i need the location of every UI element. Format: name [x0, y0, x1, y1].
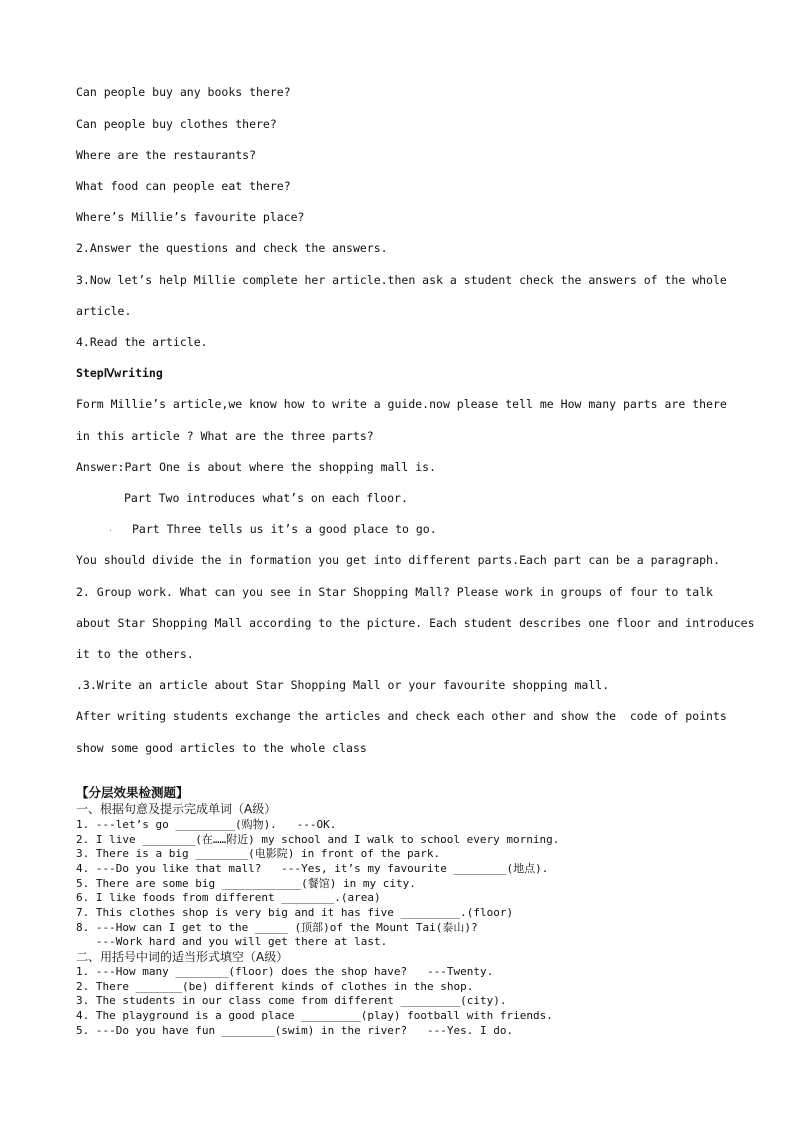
section1-item: ---Work hard and you will get there at last.: [76, 935, 388, 948]
question-1: Can people buy any books there?: [76, 85, 291, 99]
section1-item: 7. This clothes shop is very big and it has five _________.(floor): [76, 906, 514, 919]
question-4: What food can people eat there?: [76, 179, 291, 193]
section2-item: 1. ---How many ________(floor) does the shop have? ---Twenty.: [76, 965, 494, 978]
after-writing-line1: After writing students exchange the articles and check each other and show the code of points: [76, 709, 727, 723]
group-work-line1: 2. Group work. What can you see in Star Shopping Mall? Please work in groups of four to talk: [76, 585, 713, 599]
step-read-article: 4.Read the article.: [76, 335, 208, 349]
exercise-title: 【分层效果检测题】: [76, 785, 189, 800]
answer-part-three-mark: .: [108, 524, 113, 533]
section2-item: 5. ---Do you have fun ________(swim) in the river? ---Yes. I do.: [76, 1024, 514, 1037]
section1-item: 6. I like foods from different ________.(area): [76, 891, 381, 904]
writing-intro-line1: Form Millie’s article,we know how to write a guide.now please tell me How many parts are there: [76, 397, 727, 411]
step-help-millie-line1: 3.Now let’s help Millie complete her article.then ask a student check the answers of the whole: [76, 273, 727, 287]
section1-item: 3. There is a big ________(电影院) in front of the park.: [76, 847, 441, 860]
section2-item: 4. The playground is a good place _________(play) football with friends.: [76, 1009, 553, 1022]
step-help-millie-line2: article.: [76, 304, 132, 318]
writing-heading: StepⅣwriting: [76, 366, 163, 380]
question-2: Can people buy clothes there?: [76, 117, 277, 131]
writing-intro-line2: in this article ? What are the three parts?: [76, 429, 374, 443]
answer-part-three: Part Three tells us it’s a good place to go.: [132, 522, 437, 536]
section1-item: 8. ---How can I get to the _____ (顶部)of the Mount Tai(泰山)?: [76, 921, 478, 934]
section1-item: 1. ---let’s go _________(购物). ---OK.: [76, 818, 337, 831]
section1-item: 4. ---Do you like that mall? ---Yes, it’s my favourite ________(地点).: [76, 862, 549, 875]
write-article-task: .3.Write an article about Star Shopping Mall or your favourite shopping mall.: [76, 678, 610, 692]
answer-part-one: Answer:Part One is about where the shopping mall is.: [76, 460, 437, 474]
question-3: Where are the restaurants?: [76, 148, 257, 162]
group-work-line2: about Star Shopping Mall according to the picture. Each student describes one floor and introduces: [76, 616, 755, 630]
section2-item: 2. There _______(be) different kinds of clothes in the shop.: [76, 980, 474, 993]
section1-item: 2. I live ________(在……附近) my school and I walk to school every morning.: [76, 833, 560, 846]
question-5: Where’s Millie’s favourite place?: [76, 210, 305, 224]
section1-title: 一、根据句意及提示完成单词（A级）: [76, 802, 277, 816]
section1-item: 5. There are some big ____________(餐馆) in my city.: [76, 877, 416, 890]
section2-item: 3. The students in our class come from different _________(city).: [76, 994, 507, 1007]
step-answer-check: 2.Answer the questions and check the answers.: [76, 241, 388, 255]
divide-instruction: You should divide the in formation you get into different parts.Each part can be a paragraph.: [76, 553, 720, 567]
after-writing-line2: show some good articles to the whole class: [76, 741, 367, 755]
section2-title: 二、用括号中词的适当形式填空（A级）: [76, 950, 289, 964]
group-work-line3: it to the others.: [76, 647, 194, 661]
answer-part-two: Part Two introduces what’s on each floor.: [124, 491, 408, 505]
